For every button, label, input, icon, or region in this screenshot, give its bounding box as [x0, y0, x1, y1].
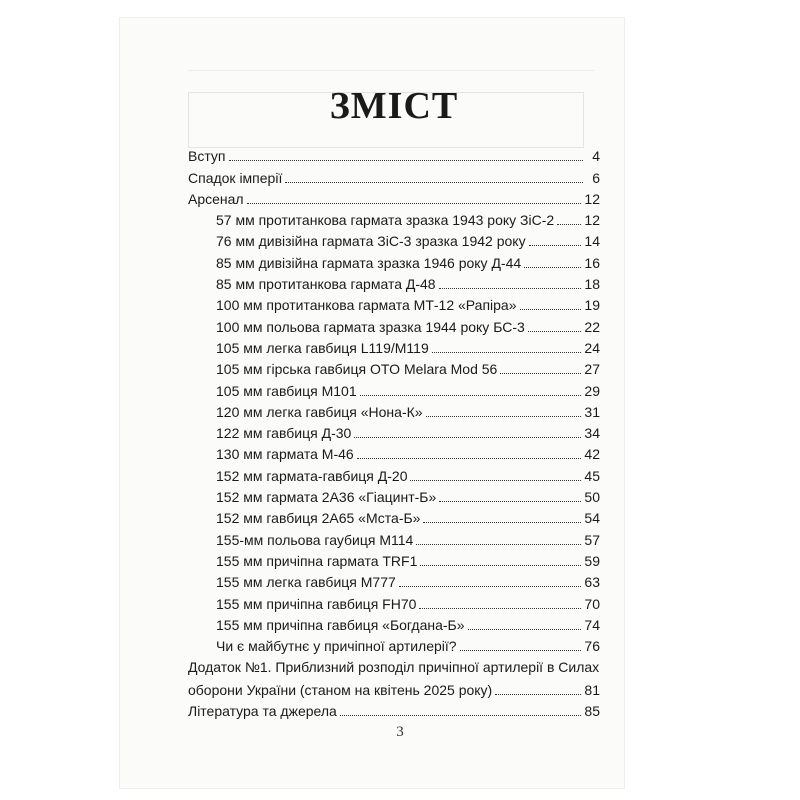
toc-entry-page: 4 — [592, 148, 600, 165]
toc-entry — [188, 208, 600, 229]
toc-entry — [188, 400, 600, 421]
toc-entry-title: 100 мм протитанкова гармата МТ-12 «Рапіра» — [216, 297, 517, 314]
toc-entry-title: 155 мм причіпна гавбиця FH70 — [216, 595, 417, 612]
toc-entry-page: 59 — [584, 552, 600, 569]
toc-entry-page: 29 — [584, 382, 600, 399]
toc-entry — [188, 272, 600, 293]
dot-leader — [557, 224, 581, 225]
toc-entry-title: 155 мм причіпна гармата TRF1 — [216, 552, 418, 569]
dot-leader — [360, 395, 582, 396]
toc-entry-page: 27 — [584, 361, 600, 378]
dot-leader — [285, 182, 583, 183]
toc-entry-page: 45 — [584, 467, 600, 484]
toc-entry — [188, 463, 600, 484]
toc-entry-title: 155 мм легка гавбиця M777 — [216, 574, 396, 591]
toc-entry-page: 22 — [584, 318, 600, 335]
toc-entry — [188, 293, 600, 314]
toc-entry-page: 24 — [584, 339, 600, 356]
toc-entry-title: Спадок імперії — [188, 169, 283, 186]
toc-entry-page: 31 — [584, 403, 600, 420]
dot-leader — [357, 458, 582, 459]
toc-entry — [188, 314, 600, 335]
toc-entry — [188, 591, 600, 612]
toc-entry-title: 85 мм дивізійна гармата зразка 1946 року Д-44 — [216, 254, 522, 271]
toc-entry-title: 122 мм гавбиця Д-30 — [216, 425, 352, 442]
dot-leader — [419, 608, 581, 609]
dot-leader — [229, 160, 584, 161]
dot-leader — [426, 416, 582, 417]
dot-leader — [500, 373, 581, 374]
toc-entry-appendix — [188, 655, 600, 699]
toc-entry-title: Арсенал — [188, 190, 244, 207]
toc-entry — [188, 229, 600, 250]
dot-leader — [432, 352, 582, 353]
toc-entry-title: Чи є майбутнє у причіпної артилерії? — [216, 638, 457, 655]
toc-entry-title: Література та джерела — [188, 703, 337, 720]
toc-entry-page: 12 — [584, 190, 600, 207]
toc-entry-title: 155-мм польова гаубиця M114 — [216, 531, 414, 548]
dot-leader — [247, 203, 582, 204]
toc-entry-title: Вступ — [188, 148, 226, 165]
toc-heading: ЗМІСТ — [329, 85, 459, 127]
toc-entry — [188, 527, 600, 548]
toc-entry — [188, 485, 600, 506]
toc-entry — [188, 421, 600, 442]
toc-entry-title: 76 мм дивізійна гармата ЗіС-3 зразка 1942 року — [216, 233, 526, 250]
toc-entry-title: 105 мм гірська гавбиця OTO Melara Mod 56 — [216, 361, 498, 378]
dot-leader — [340, 715, 582, 716]
toc-entry-title: 85 мм протитанкова гармата Д-48 — [216, 276, 436, 293]
appendix-title-line2: оборони України (станом на квітень 2025 року) — [188, 682, 493, 699]
dot-leader — [460, 650, 582, 651]
toc-entry-references — [188, 699, 600, 720]
toc-entry-page: 74 — [584, 616, 600, 633]
toc-entry-title: 120 мм легка гавбиця «Нона-К» — [216, 403, 423, 420]
toc-entry-page: 18 — [584, 276, 600, 293]
dot-leader — [439, 501, 581, 502]
toc-entry-title: 105 мм легка гавбиця L119/M119 — [216, 339, 429, 356]
toc-entry — [188, 165, 600, 186]
page-number: 3 — [396, 724, 404, 740]
toc-entry-title: 152 мм гармата-гавбиця Д-20 — [216, 467, 408, 484]
toc-entry-title: 152 мм гармата 2А36 «Гіацинт-Б» — [216, 489, 437, 506]
dot-leader — [468, 629, 582, 630]
toc-entry — [188, 549, 600, 570]
dot-leader — [423, 522, 581, 523]
dot-leader — [529, 245, 582, 246]
appendix-title-line1: Додаток №1. Приблизний розподіл причіпної артилерії в Силах — [188, 659, 600, 676]
toc-entry-title: 100 мм польова гармата зразка 1944 року БС-3 — [216, 318, 525, 335]
toc-entry-page: 12 — [584, 212, 600, 229]
toc-entry — [188, 144, 600, 165]
toc-entry-page: 63 — [584, 574, 600, 591]
dot-leader — [420, 565, 581, 566]
toc-entry — [188, 442, 600, 463]
toc-entry-page: 16 — [584, 254, 600, 271]
toc-entry — [188, 336, 600, 357]
toc-entry-page: 6 — [592, 169, 600, 186]
toc-entry-title: 155 мм причіпна гавбиця «Богдана-Б» — [216, 616, 465, 633]
toc-entry-page: 85 — [584, 703, 600, 720]
dot-leader — [399, 586, 582, 587]
toc-entry-title: 57 мм протитанкова гармата зразка 1943 року ЗіС-2 — [216, 212, 555, 229]
dot-leader — [528, 331, 582, 332]
table-of-contents — [188, 144, 600, 720]
appendix-line2-row — [188, 678, 600, 699]
dot-leader — [354, 437, 581, 438]
dot-leader — [520, 309, 582, 310]
toc-entry-page: 42 — [584, 446, 600, 463]
toc-entry — [188, 506, 600, 527]
toc-entry — [188, 570, 600, 591]
toc-entry — [188, 634, 600, 655]
toc-entry-page: 70 — [584, 595, 600, 612]
toc-entry-page: 14 — [584, 233, 600, 250]
toc-entry-page: 34 — [584, 425, 600, 442]
toc-entry — [188, 357, 600, 378]
toc-entry — [188, 250, 600, 271]
toc-entry-title: 105 мм гавбиця M101 — [216, 382, 357, 399]
appendix-page: 81 — [584, 682, 600, 699]
dot-leader — [524, 267, 581, 268]
toc-entry-page: 19 — [584, 297, 600, 314]
toc-entry-page: 54 — [584, 510, 600, 527]
toc-entry-title: 130 мм гармата М-46 — [216, 446, 354, 463]
toc-entry-page: 50 — [584, 489, 600, 506]
toc-entry — [188, 378, 600, 399]
toc-entry — [188, 187, 600, 208]
dot-leader — [410, 480, 581, 481]
dot-leader — [416, 544, 581, 545]
dot-leader — [439, 288, 582, 289]
toc-entry-page: 57 — [584, 531, 600, 548]
toc-entry-page: 76 — [584, 638, 600, 655]
toc-entry-title: 152 мм гавбиця 2А65 «Мста-Б» — [216, 510, 421, 527]
dot-leader — [495, 694, 581, 695]
toc-entry — [188, 613, 600, 634]
